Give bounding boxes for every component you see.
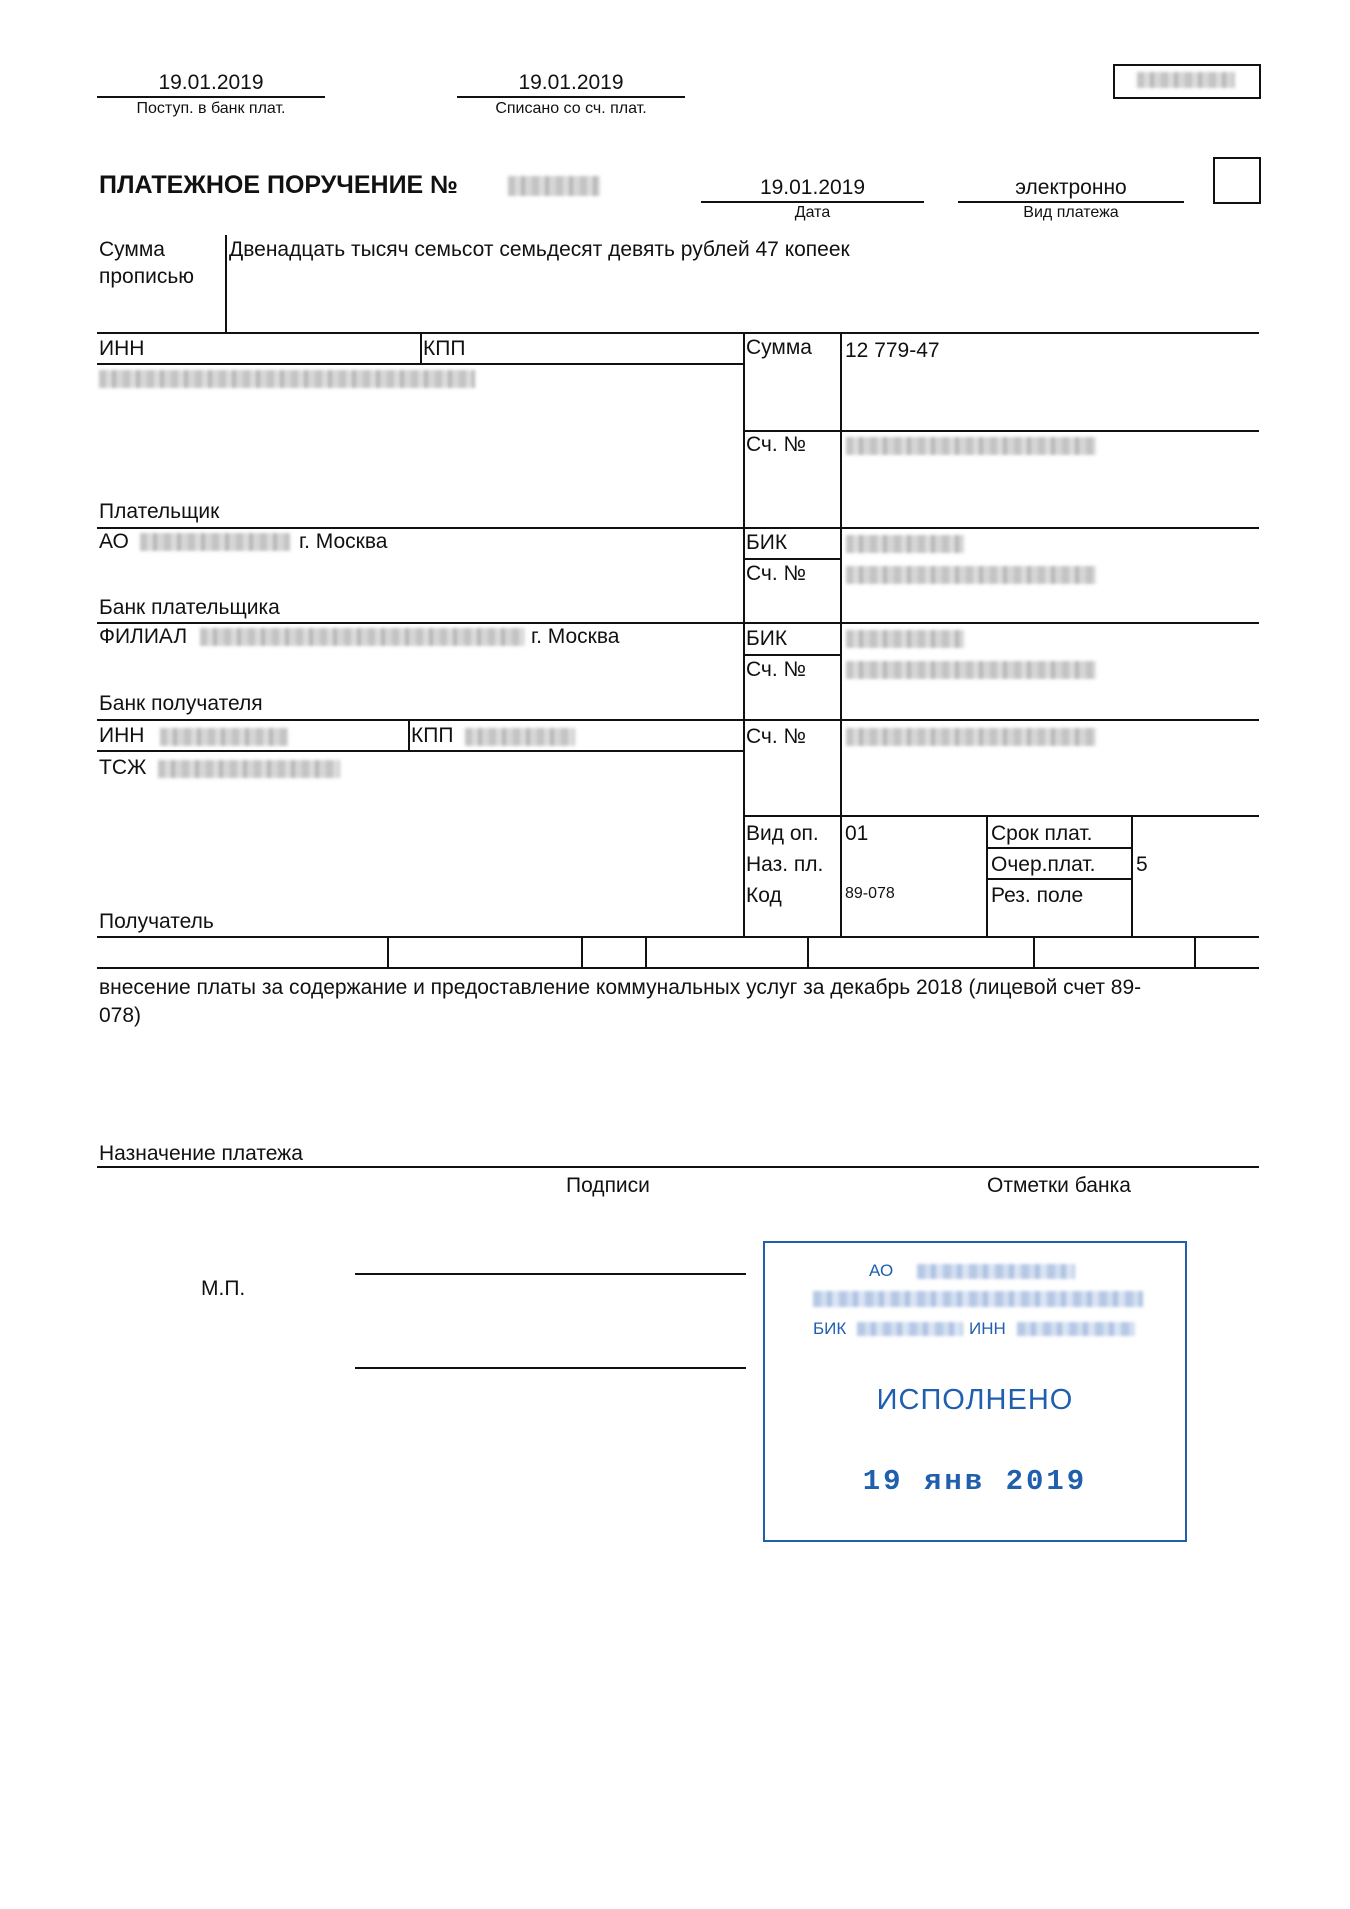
divider [97, 332, 1259, 334]
redacted-payer-bank [140, 533, 290, 551]
redacted-document-number [1137, 72, 1235, 88]
payee-bank-label: Банк получателя [99, 692, 263, 715]
redacted-payee-bik [846, 630, 964, 648]
payee-name-prefix: ТСЖ [99, 756, 147, 779]
payer-bank-bik-label: БИК [746, 531, 788, 554]
divider [807, 936, 809, 967]
divider [420, 332, 422, 363]
divider [97, 96, 325, 98]
divider [408, 719, 410, 750]
redacted-stamp-bank [917, 1264, 1075, 1279]
payee-bank-bik-label: БИК [746, 627, 788, 650]
payer-inn-label: ИНН [99, 337, 145, 360]
amount-words-label-line1: Сумма [99, 238, 165, 261]
stamp-status: ИСПОЛНЕНО [876, 1384, 1074, 1416]
stamp-bik-label: БИК [813, 1319, 847, 1338]
payer-account-label: Сч. № [746, 433, 807, 456]
redacted-payee-account [846, 728, 1096, 746]
redacted-payee-inn [160, 728, 288, 746]
payee-bank-city: г. Москва [531, 625, 620, 648]
divider [1033, 936, 1035, 967]
purpose-line2: 078) [99, 1004, 142, 1027]
payment-type-label: Вид платежа [1023, 204, 1119, 221]
debited-date: 19.01.2019 [518, 71, 624, 94]
payee-bank-account-label: Сч. № [746, 658, 807, 681]
divider [986, 815, 988, 936]
redacted-payee-name [158, 760, 340, 778]
redacted-stamp-inn [1017, 1322, 1135, 1336]
page-title: ПЛАТЕЖНОЕ ПОРУЧЕНИЕ № [99, 171, 459, 199]
divider [743, 332, 745, 936]
amount-words-value: Двенадцать тысяч семьсот семьдесят девять рублей 47 копеек [229, 238, 850, 261]
divider [97, 750, 743, 752]
payee-account-label: Сч. № [746, 725, 807, 748]
purpose-code-label: Наз. пл. [746, 853, 824, 876]
payee-kpp-label: КПП [411, 724, 454, 747]
divider [743, 815, 1259, 817]
stamp-inn-label: ИНН [969, 1319, 1006, 1338]
divider [743, 430, 1259, 432]
payer-bank-account-label: Сч. № [746, 562, 807, 585]
payee-inn-label: ИНН [99, 724, 145, 747]
due-label: Срок плат. [991, 822, 1093, 845]
stamp-ao-prefix: АО [869, 1261, 894, 1280]
signature-line [355, 1367, 746, 1369]
redacted-order-number [508, 176, 600, 196]
purpose-line1: внесение платы за содержание и предоставление коммунальных услуг за декабрь 2018 (лицевой счет 89- [99, 976, 1142, 999]
divider [457, 96, 685, 98]
redacted-payer-name [99, 370, 475, 388]
divider [840, 332, 842, 815]
payee-bank-prefix: ФИЛИАЛ [99, 625, 188, 648]
debited-label: Списано со сч. плат. [495, 100, 647, 117]
stamp-date: 19 янв 2019 [862, 1465, 1088, 1498]
divider [743, 654, 840, 656]
payer-bank-city: г. Москва [299, 530, 388, 553]
redacted-payee-corr-account [846, 661, 1096, 679]
divider [97, 363, 743, 365]
signatures-label: Подписи [566, 1174, 650, 1197]
divider [1194, 936, 1196, 967]
redacted-stamp-bik [857, 1322, 963, 1336]
divider [97, 1166, 1259, 1168]
stamp-place-label: М.П. [201, 1277, 246, 1300]
divider [743, 558, 840, 560]
divider [97, 936, 1259, 938]
payee-label: Получатель [99, 910, 214, 933]
signature-line [355, 1273, 746, 1275]
code-value: 89-078 [845, 885, 895, 902]
redacted-payee-bank [200, 628, 525, 646]
payment-type: электронно [1015, 176, 1127, 199]
received-label: Поступ. в банк плат. [136, 100, 286, 117]
bank-stamp [763, 1241, 1187, 1542]
received-date: 19.01.2019 [158, 71, 264, 94]
divider [986, 878, 1131, 880]
divider [97, 719, 1259, 721]
payer-kpp-label: КПП [423, 337, 466, 360]
purpose-label: Назначение платежа [99, 1142, 303, 1165]
payer-label: Плательщик [99, 500, 220, 523]
priority-value: 5 [1136, 853, 1148, 876]
divider [986, 847, 1131, 849]
redacted-payer-account [846, 437, 1096, 455]
divider [840, 815, 842, 936]
redacted-payer-bik [846, 535, 964, 553]
payer-bank-prefix: АО [99, 530, 129, 553]
code-label: Код [746, 884, 782, 907]
divider [387, 936, 389, 967]
op-type-value: 01 [845, 822, 869, 845]
sum-value: 12 779-47 [845, 339, 940, 362]
op-type-label: Вид оп. [746, 822, 819, 845]
reserve-label: Рез. поле [991, 884, 1084, 907]
divider [225, 235, 227, 333]
divider [581, 936, 583, 967]
divider [97, 967, 1259, 969]
bank-marks-label: Отметки банка [987, 1174, 1131, 1197]
priority-label: Очер.плат. [991, 853, 1096, 876]
divider [1131, 815, 1133, 936]
status-checkbox [1213, 157, 1261, 204]
divider [645, 936, 647, 967]
divider [97, 622, 1259, 624]
redacted-payer-corr-account [846, 566, 1096, 584]
order-date-label: Дата [794, 204, 831, 221]
redacted-stamp-address [813, 1291, 1143, 1307]
sum-label: Сумма [746, 336, 812, 359]
amount-words-label-line2: прописью [99, 265, 195, 288]
divider [97, 527, 1259, 529]
redacted-payee-kpp [465, 728, 575, 746]
payer-bank-label: Банк плательщика [99, 596, 280, 619]
order-date: 19.01.2019 [759, 176, 866, 199]
